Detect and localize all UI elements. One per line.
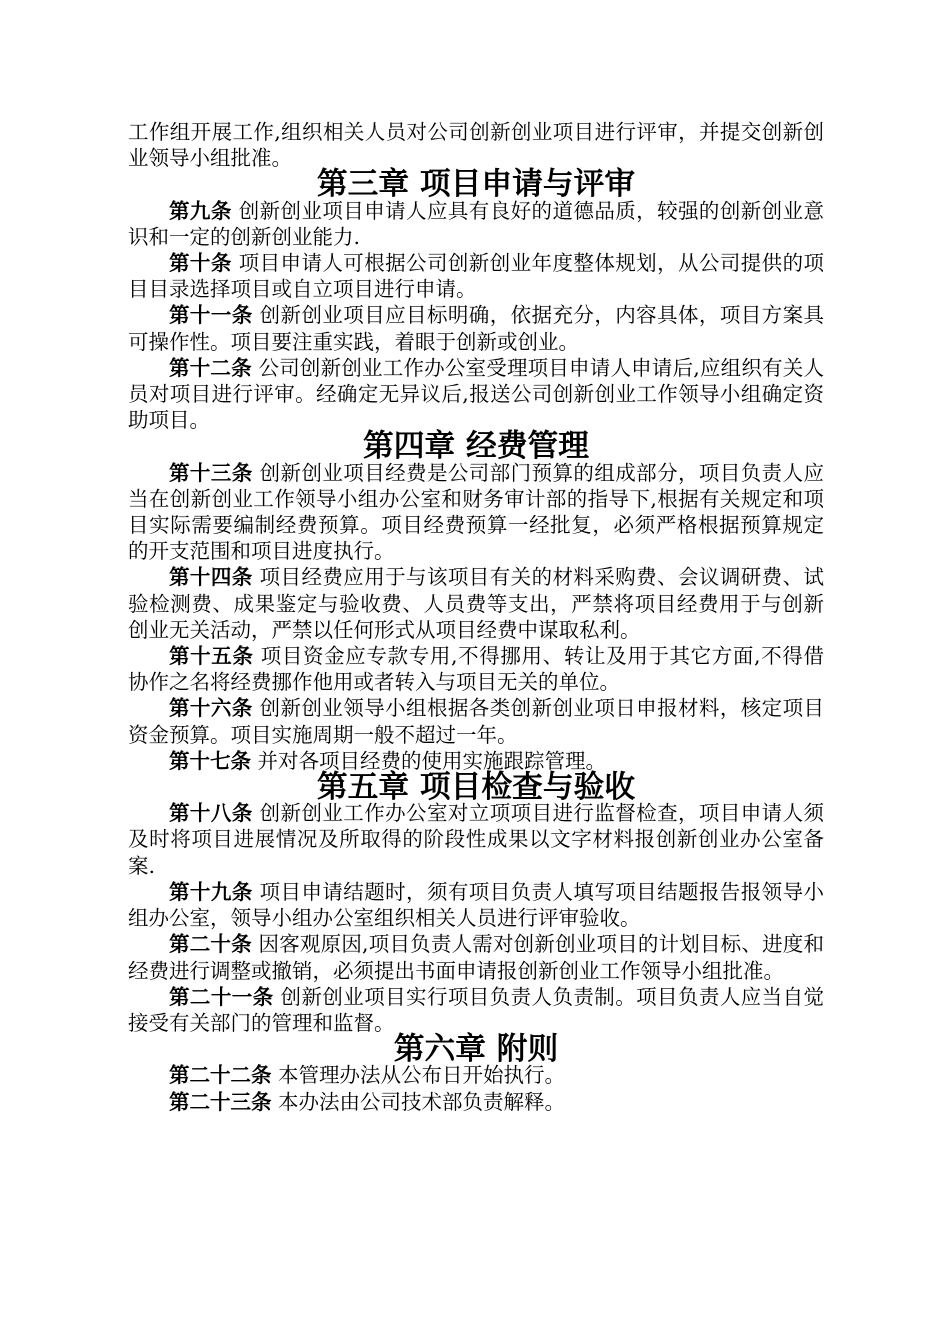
article-18 xyxy=(128,800,824,879)
article-text: 项目经费应用于与该项目有关的材料采购费、会议调研费、试验检测费、成果鉴定与验收费、人员费等支出，严禁将项目经费用于与创新创业无关活动，严禁以任何形式从项目经费中谋取私利。 xyxy=(128,565,825,642)
article-13 xyxy=(128,460,824,565)
article-10 xyxy=(128,250,824,302)
article-number: 第十九条 xyxy=(169,879,253,904)
article-text: 因客观原因,项目负责人需对创新创业项目的计划目标、进度和经费进行调整或撤销，必须提出书面申请报创新创业工作领导小组批准。 xyxy=(128,932,824,983)
article-number: 第十三条 xyxy=(169,460,253,485)
article-23 xyxy=(128,1089,824,1115)
article-20 xyxy=(128,931,824,983)
article-text: 公司创新创业工作办公室受理项目申请人申请后,应组织有关人员对项目进行评审。经确定无异议后,报送公司创新创业工作领导小组确定资助项目。 xyxy=(128,355,824,433)
article-text: 创新创业工作办公室对立项项目进行监督检查，项目申请人须及时将项目进展情况及所取得的阶段性成果以文字材料报创新创业办公室备案. xyxy=(128,801,825,878)
article-number: 第九条 xyxy=(169,198,232,223)
chapter-6-heading: 第六章 附则 xyxy=(393,1031,559,1068)
article-22 xyxy=(128,1062,824,1088)
article-9 xyxy=(128,198,824,250)
article-text: 并对各项目经费的使用实施跟踪管理。 xyxy=(257,748,607,773)
chapter-3-heading: 第三章 项目申请与评审 xyxy=(316,166,636,203)
article-number: 第十五条 xyxy=(169,644,254,669)
article-text: 创新创业领导小组根据各类创新创业项日申报材料，核定项目资金预算。项目实施周期一般不超过一年。 xyxy=(128,696,825,747)
article-text: 本办法由公司技术部负责解释。 xyxy=(278,1089,566,1114)
article-14 xyxy=(128,564,824,643)
article-16 xyxy=(128,695,824,747)
article-number: 第二十三条 xyxy=(169,1089,272,1114)
document-page xyxy=(128,119,824,1115)
article-text: 项目申请结题时，须有项目负责人填写项目结题报告报领导小组办公室，领导小组办公室组织相关人员进行评审验收。 xyxy=(128,879,825,931)
article-number: 第十二条 xyxy=(169,355,252,380)
article-number: 第二十条 xyxy=(169,932,252,957)
article-text: 本管理办法从公布日开始执行。 xyxy=(278,1063,566,1088)
article-number: 第十七条 xyxy=(169,748,251,773)
article-15 xyxy=(128,643,824,695)
article-12 xyxy=(128,355,824,434)
article-text: 创新创业项目申请人应具有良好的道德品质，较强的创新创业意识和一定的创新创业能力. xyxy=(128,198,824,249)
chapter-5-heading: 第五章 项目检查与验收 xyxy=(316,769,636,806)
article-number: 第二十一条 xyxy=(169,984,274,1009)
article-text: 创新创业项目实行项目负责人负责制。项目负责人应当自觉接受有关部门的管理和监督。 xyxy=(128,984,824,1035)
article-text: 创新创业项目应目标明确，依据充分，内容具体，项目方案具可操作性。项目要注重实践，着眼于创新或创业。 xyxy=(128,303,825,354)
article-11 xyxy=(128,302,824,354)
article-number: 第十一条 xyxy=(169,303,253,328)
article-number: 第十四条 xyxy=(169,565,253,590)
article-text: 项目资金应专款专用,不得挪用、转让及用于其它方面,不得借协作之名将经费挪作他用或者转入与项目无关的单位。 xyxy=(128,644,824,695)
article-number: 第十八条 xyxy=(169,801,253,826)
intro-paragraph: 工作组开展工作,组织相关人员对公司创新创业项目进行评审，并提交创新创业领导小组批准。 xyxy=(128,120,824,171)
chapter-4-heading: 第四章 经费管理 xyxy=(363,428,589,465)
article-21 xyxy=(128,984,824,1036)
article-text: 项目申请人可根据公司创新创业年度整体规划，从公司提供的项目目录选择项目或自立项目进行申请。 xyxy=(128,251,824,302)
article-number: 第十六条 xyxy=(169,696,253,721)
article-number: 第二十二条 xyxy=(169,1063,272,1088)
article-19 xyxy=(128,879,824,931)
article-number: 第十条 xyxy=(169,251,232,276)
article-text: 创新创业项目经费是公司部门预算的组成部分，项目负责人应当在创新创业工作领导小组办公室和财务审计部的指导下,根据有关规定和项目实际需要编制经费预算。项目经费预算一经批复，必须严格根据预算规定的开支范围和项目进度执行。 xyxy=(128,460,825,564)
